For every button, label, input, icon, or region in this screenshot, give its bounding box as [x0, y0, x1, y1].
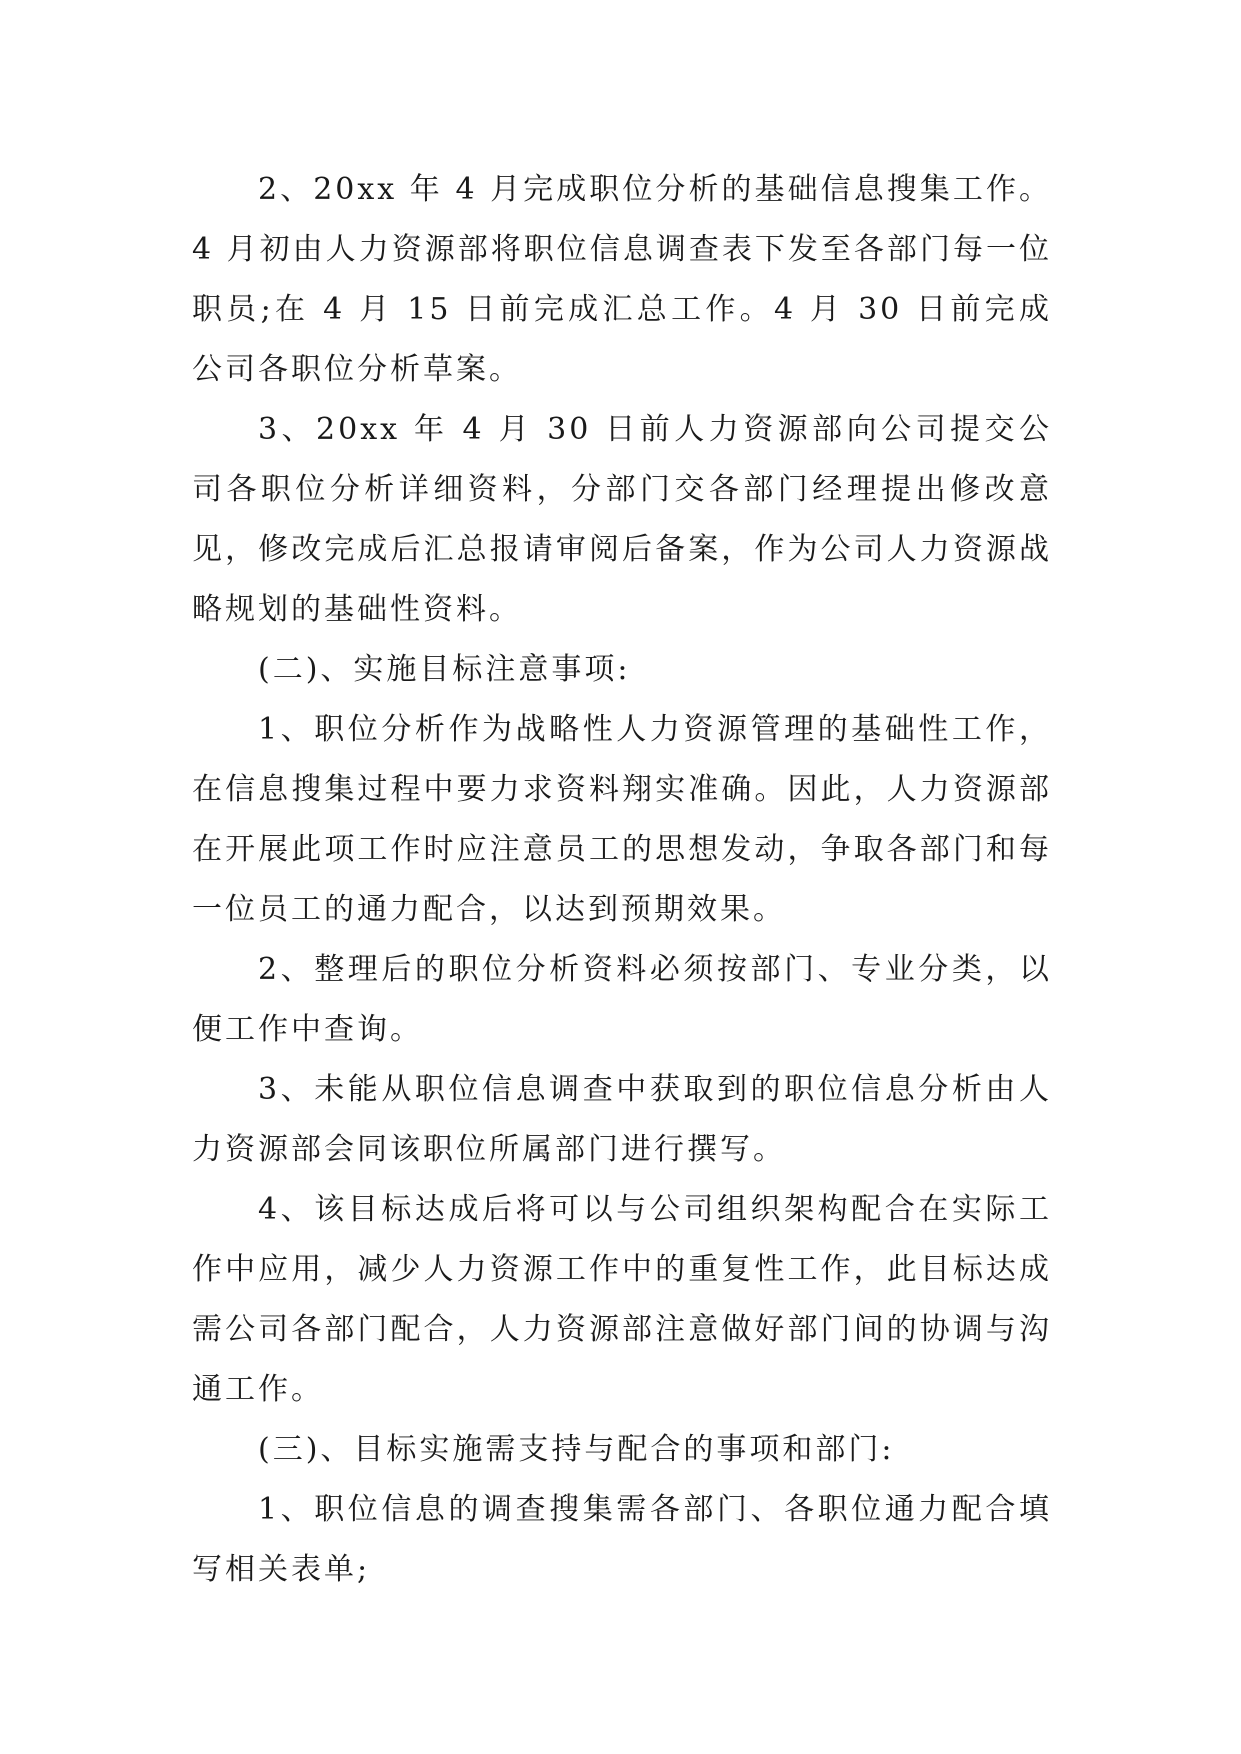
document-body — [192, 160, 1052, 1600]
section-heading: (二)、实施目标注意事项: — [258, 652, 631, 687]
paragraph: 3、20xx 年 4 月 30 日前人力资源部向公司提交公司各职位分析详细资料，分部门交各部门经理提出修改意见，修改完成后汇总报请审阅后备案，作为公司人力资源战略规划的基础性资料。 — [192, 412, 1052, 627]
paragraph: 1、职位分析作为战略性人力资源管理的基础性工作，在信息搜集过程中要力求资料翔实准确。因此，人力资源部在开展此项工作时应注意员工的思想发动，争取各部门和每一位员工的通力配合，以达到预期效果。 — [192, 712, 1052, 927]
paragraph: 3、未能从职位信息调查中获取到的职位信息分析由人力资源部会同该职位所属部门进行撰写。 — [192, 1072, 1052, 1167]
paragraph: 1、职位信息的调查搜集需各部门、各职位通力配合填写相关表单; — [192, 1492, 1052, 1587]
paragraph: 4、该目标达成后将可以与公司组织架构配合在实际工作中应用，减少人力资源工作中的重复性工作，此目标达成需公司各部门配合，人力资源部注意做好部门间的协调与沟通工作。 — [192, 1192, 1052, 1407]
paragraph: 2、整理后的职位分析资料必须按部门、专业分类，以便工作中查询。 — [192, 952, 1052, 1047]
paragraph: 2、20xx 年 4 月完成职位分析的基础信息搜集工作。4 月初由人力资源部将职位信息调查表下发至各部门每一位职员;在 4 月 15 日前完成汇总工作。4 月 30 日前完成公司各职位分析草案。 — [192, 172, 1052, 387]
section-heading: (三)、目标实施需支持与配合的事项和部门: — [258, 1432, 895, 1467]
